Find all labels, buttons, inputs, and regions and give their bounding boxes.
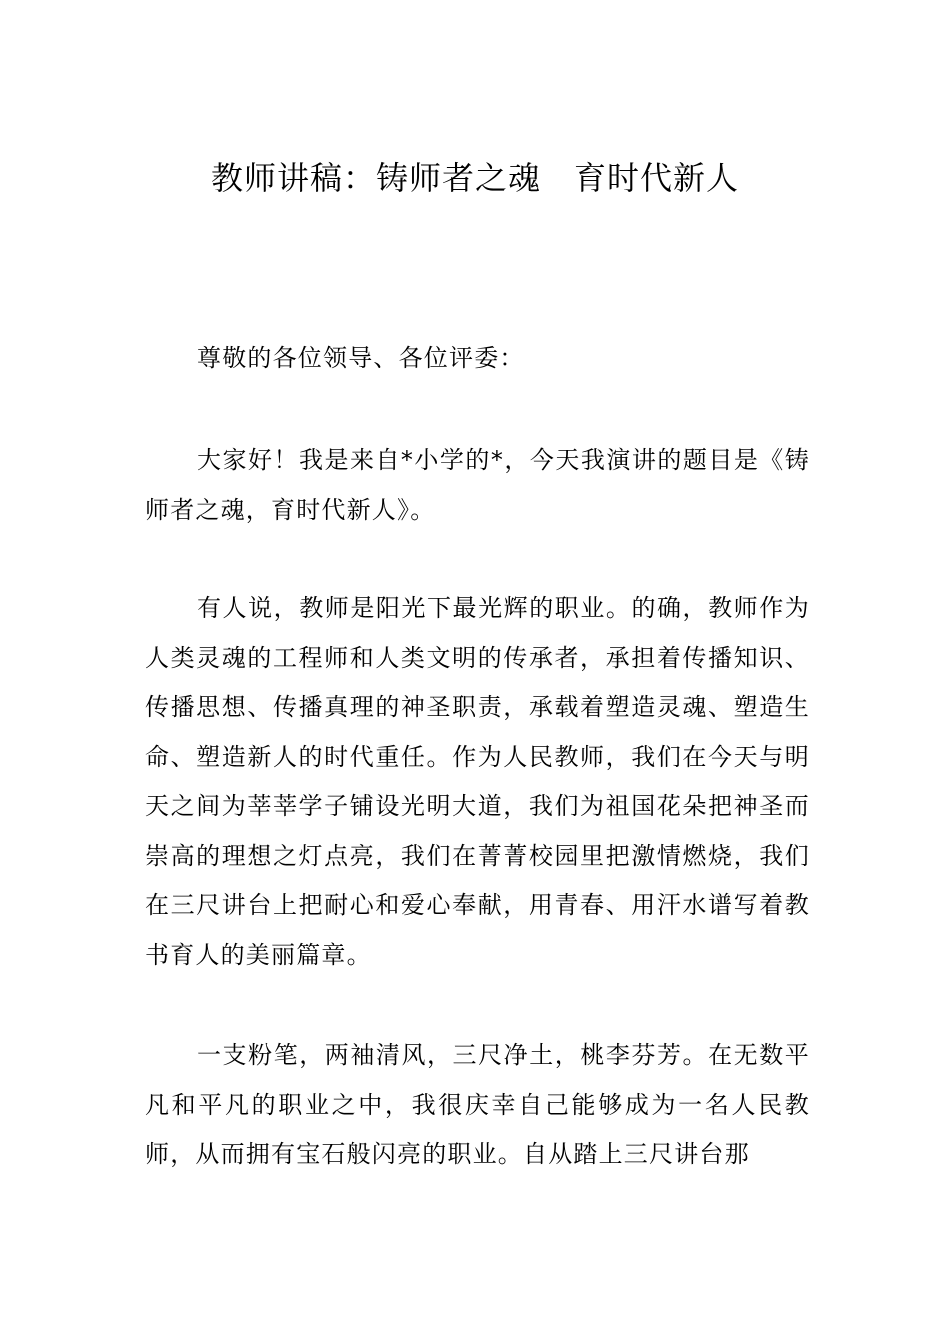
document-title: 教师讲稿：铸师者之魂 育时代新人 xyxy=(210,159,739,197)
paragraph-intro: 大家好！我是来自*小学的*，今天我演讲的题目是《铸师者之魂，育时代新人》。 xyxy=(145,446,810,524)
paragraph-teacher-profession: 有人说，教师是阳光下最光辉的职业。的确，教师作为人类灵魂的工程师和人类文明的传承者，承担着传播知识、传播思想、传播真理的神圣职责，承载着塑造灵魂、塑造生命、塑造新人的时代重任。作为人民教师，我们在今天与明天之间为莘莘学子铺设光明大道，我们为祖国花朵把神圣而崇高的理想之灯点亮，我们在菁菁校园里把激情燃烧，我们在三尺讲台上把耐心和爱心奉献，用青春、用汗水谱写着教书育人的美丽篇章。 xyxy=(145,594,810,969)
salutation: 尊敬的各位领导、各位评委： xyxy=(197,344,525,372)
paragraph-chalk: 一支粉笔，两袖清风，三尺净土，桃李芬芳。在无数平凡和平凡的职业之中，我很庆幸自己能够成为一名人民教师，从而拥有宝石般闪亮的职业。自从踏上三尺讲台那 xyxy=(145,1041,810,1168)
